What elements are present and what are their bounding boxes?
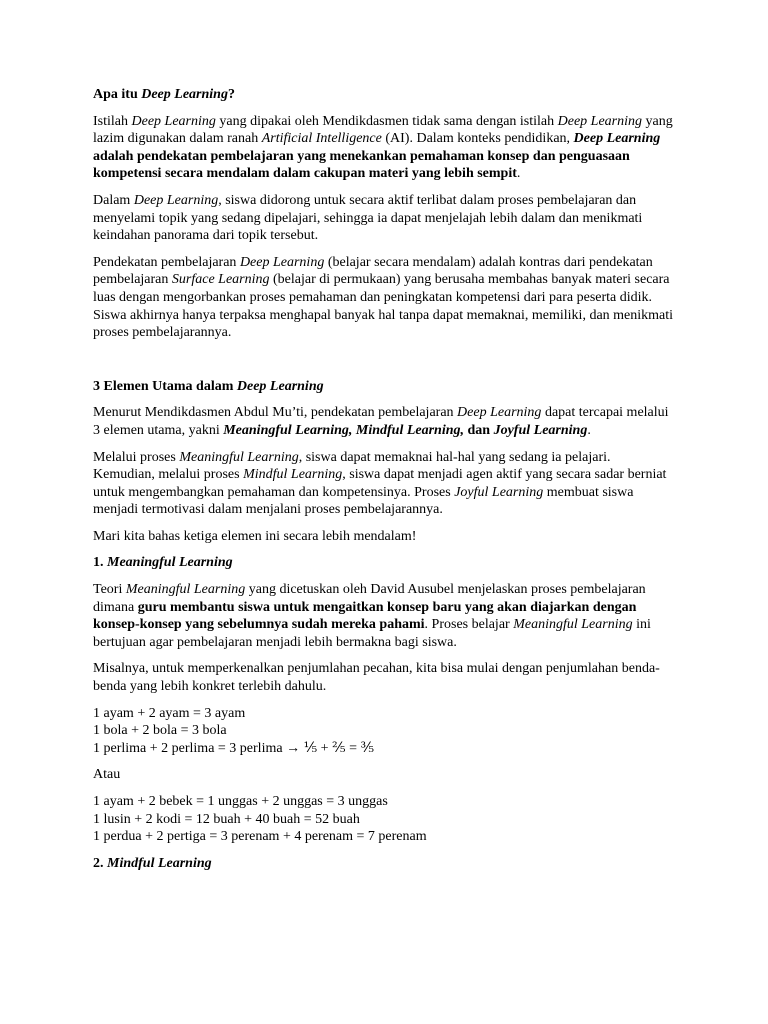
paragraph-atau: Atau — [93, 767, 121, 783]
example-line: 1 ayam + 2 ayam = 3 ayam — [93, 705, 246, 721]
example-list-2 — [93, 793, 675, 846]
paragraph-pendekatan: Pendekatan pembelajaran Deep Learning (belajar secara mendalam) adalah kontras dari pendekatan pembelajaran Surface Learning (belajar di permukaan) yang berusaha membahas banyak materi secara luas dengan mengorbankan proses pemahaman dan peningkatan kompetensi dari para peserta didik. Siswa akhirnya hanya terpaksa menghapal banyak hal tanpa dapat memaknai, memiliki, dan menikmati proses pembelajarannya. — [93, 254, 674, 341]
paragraph-dalam-deep-learning: Dalam Deep Learning, siswa didorong untuk secara aktif terlibat dalam proses pembelajaran dan menyelami topik yang sedang dipelajari, sehingga ia dapat menjelajah lebih dalam dan menikmati keindahan panorama dari topik tersebut. — [93, 192, 643, 244]
section-title-apa-itu: Apa itu Deep Learning? — [93, 87, 235, 102]
paragraph-misalnya: Misalnya, untuk memperkenalkan penjumlahan pecahan, kita bisa mulai dengan penjumlahan benda-benda yang lebih konkret terlebih dahulu. — [93, 661, 660, 695]
example-line: 1 perdua + 2 pertiga = 3 perenam + 4 perenam = 7 perenam — [93, 829, 427, 845]
paragraph-istilah: Istilah Deep Learning yang dipakai oleh Mendikdasmen tidak sama dengan istilah Deep Learning yang lazim digunakan dalam ranah Artificial Intelligence (AI). Dalam konteks pendidikan, Deep Learning adalah pendekatan pembelajaran yang menekankan pemahaman konsep dan penguasaan kompetensi secara mendalam dalam cakupan materi yang lebih sempit. — [93, 113, 673, 182]
section-spacer — [93, 351, 675, 378]
document-page — [93, 86, 675, 881]
paragraph-menurut: Menurut Mendikdasmen Abdul Mu’ti, pendekatan pembelajaran Deep Learning dapat tercapai melalui 3 elemen utama, yakni Meaningful Learning, Mindful Learning, dan Joyful Learning. — [93, 405, 669, 438]
paragraph-melalui-proses: Melalui proses Meaningful Learning, siswa dapat memaknai hal-hal yang sedang ia pelajari. Kemudian, melalui proses Mindful Learning, siswa dapat menjadi agen aktif yang secara sadar berniat untuk mengembangkan pemahaman dan kompetensinya. Proses Joyful Learning membuat siswa menjadi termotivasi dalam menjalani proses pembelajarannya. — [93, 449, 667, 518]
subsection-title-mindful: 2. Mindful Learning — [93, 855, 212, 871]
paragraph-teori-ausubel: Teori Meaningful Learning yang dicetuskan oleh David Ausubel menjelaskan proses pembelajaran dimana guru membantu siswa untuk mengaitkan konsep baru yang akan diajarkan dengan konsep-konsep yang sebelumnya sudah mereka pahami. Proses belajar Meaningful Learning ini bertujuan agar pembelajaran menjadi lebih bermakna bagi siswa. — [93, 582, 651, 650]
example-line: 1 perlima + 2 perlima = 3 perlima → ⅕ + ⅖ = ⅗ — [93, 740, 375, 756]
example-line: 1 lusin + 2 kodi = 12 buah + 40 buah = 52 buah — [93, 811, 360, 827]
example-list-1 — [93, 705, 675, 758]
example-line: 1 bola + 2 bola = 3 bola — [93, 723, 227, 739]
example-line: 1 ayam + 2 bebek = 1 unggas + 2 unggas = 3 unggas — [93, 794, 388, 809]
subsection-title-meaningful: 1. Meaningful Learning — [93, 555, 233, 571]
section-title-3-elemen: 3 Elemen Utama dalam Deep Learning — [93, 378, 324, 394]
paragraph-mari-kita-bahas: Mari kita bahas ketiga elemen ini secara lebih mendalam! — [93, 528, 417, 544]
